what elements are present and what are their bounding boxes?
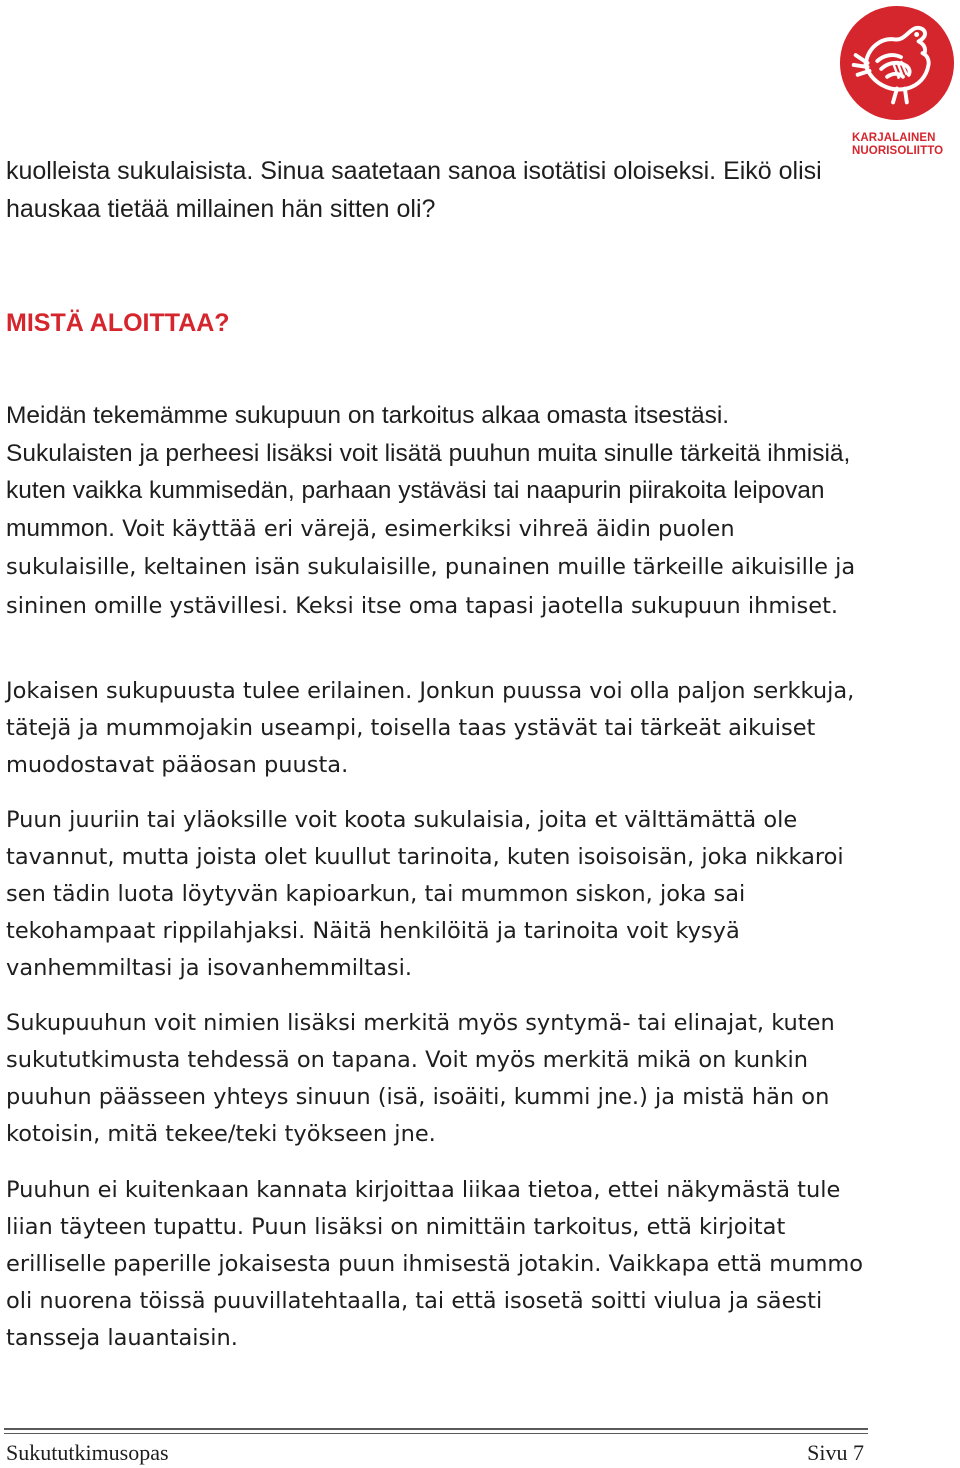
paragraph-1 xyxy=(6,397,856,625)
footer-divider-thick xyxy=(4,1428,868,1430)
bird-emblem-icon xyxy=(838,4,956,122)
paragraph-1-part-2: Voit käyttää eri värejä, esimerkiksi vihreä äidin puolen sukulaisille, keltainen isän sukulaisille, punainen muille tärkeille aikuisille ja sininen omille ystävillesi. Keksi itse oma tapasi jaotella sukupuun ihmiset. xyxy=(6,515,856,619)
section-heading: MISTÄ ALOITTAA? xyxy=(6,309,230,337)
intro-paragraph: kuolleista sukulaisista. Sinua saatetaan sanoa isotätisi oloiseksi. Eikö olisi hauskaa tietää millainen hän sitten oli? xyxy=(6,157,822,223)
paragraph-2: Jokaisen sukupuusta tulee erilainen. Jonkun puussa voi olla paljon serkkuja, tätejä ja mummojakin useampi, toisella taas ystävät tai tärkeät aikuiset muodostavat pääosan puusta. xyxy=(6,678,855,778)
organization-logo xyxy=(836,4,960,158)
paragraph-5: Puuhun ei kuitenkaan kannata kirjoittaa liikaa tietoa, ettei näkymästä tule liian täyteen tupattu. Puun lisäksi on nimittäin tarkoitus, että kirjoitat erilliselle paperille jokaisesta puun ihmisestä jotakin. Vaikkapa että mummo oli nuorena töissä puuvillatehtaalla, tai että isosetä soitti viulua ja säesti tansseja lauantaisin. xyxy=(6,1177,864,1351)
logo-wordmark xyxy=(852,132,960,158)
footer-page-number: Sivu 7 xyxy=(807,1440,864,1465)
footer-divider-thin xyxy=(4,1433,868,1434)
logo-line-2: NUORISOLIITTO xyxy=(852,145,944,157)
footer-document-title: Sukututkimusopas xyxy=(6,1440,169,1465)
paragraph-3: Puun juuriin tai yläoksille voit koota sukulaisia, joita et välttämättä ole tavannut, mutta joista olet kuullut tarinoita, kuten isoisoisän, joka nikkaroi sen tädin luota löytyvän kapioarkun, tai mummon siskon, joka sai tekohampaat rippilahjaksi. Näitä henkilöitä ja tarinoita voit kysyä vanhemmiltasi ja isovanhemmiltasi. xyxy=(6,807,844,981)
paragraph-1-part-1: Meidän tekemämme sukupuun on tarkoitus alkaa omasta itsestäsi. Sukulaisten ja perheesi lisäksi voit lisätä puuhun muita sinulle tärkeitä ihmisiä, kuten vaikka kummisedän, parhaan ystäväsi tai naapurin piirakoita leipovan mummon. xyxy=(6,402,851,542)
paragraph-4: Sukupuuhun voit nimien lisäksi merkitä myös syntymä- tai elinajat, kuten sukututkimusta tehdessä on tapana. Voit myös merkitä mikä on kunkin puuhun päässeen yhteys sinuun (isä, isoäiti, kummi jne.) ja mistä hän on kotoisin, mitä tekee/teki työkseen jne. xyxy=(6,1010,835,1147)
logo-line-1: KARJALAINEN xyxy=(852,132,936,144)
